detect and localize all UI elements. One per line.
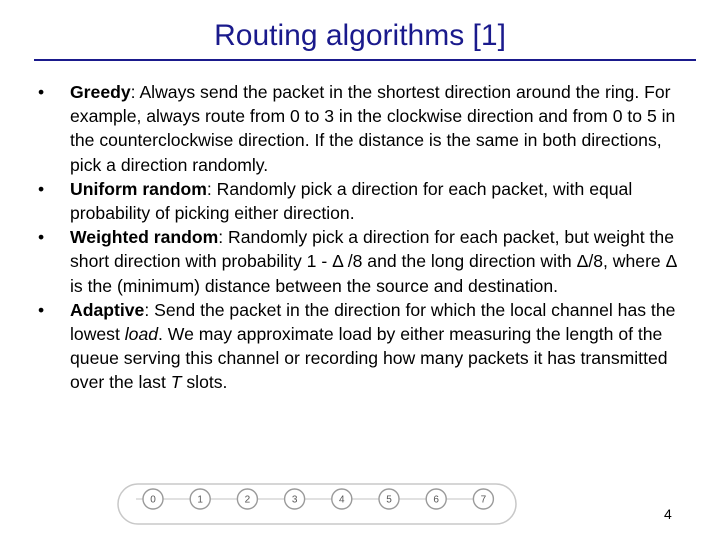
bullet-text: . We may approximate load by either measuring the length of the queue serving this channel or recording how many packets it has transmitted over the last [70,324,668,393]
ring-node-label: 4 [339,494,345,506]
bullet-text: : Send the packet in the direction for which the local channel has the lowest [70,299,676,345]
bullet-marker: • [38,178,45,199]
ring-node-label: 2 [244,494,251,506]
ring-diagram [112,480,522,530]
bullet-marker: • [38,82,45,102]
ring-track [118,484,516,524]
bullet-marker: • [38,227,45,248]
bullet-uniform-random [30,177,690,225]
ring-node-label: 5 [386,494,392,506]
bullet-term: Adaptive [70,299,145,320]
bullet-text: : Randomly pick a direction for each packet, with equal probability of picking either direction. [70,178,633,224]
bullet-text: slots. [181,372,228,393]
bullet-marker: • [38,299,45,320]
bullet-weighted-random [30,225,690,298]
bullet-text: : Always send the packet in the shortest direction around the ring. For example, always route from 0 to 3 in the clockwise direction and from 0 to 5 in the counterclockwise direction. If the distance is the same in both directions, pick a direction randomly. [70,82,676,175]
ring-node-label: 3 [291,494,298,506]
ring-node-label: 6 [433,494,439,506]
bullet-adaptive [30,298,690,395]
bullet-term: Uniform random [70,178,207,199]
title-divider [34,59,696,61]
bullet-emphasis-load: load [124,324,159,345]
page-number: 4 [664,506,672,522]
bullet-list [30,80,690,395]
ring-node-label: 0 [150,494,156,506]
bullet-emphasis-t: T [170,372,182,393]
bullet-term: Greedy [70,82,131,102]
ring-node-label: 7 [480,494,487,506]
slide-title: Routing algorithms [1] [214,19,506,52]
bullet-text: : Randomly pick a direction for each packet, but weight the short direction with probability 1 - Δ /8 and the long direction with Δ/8, where Δ is the (minimum) distance between the source and destination. [70,227,677,296]
bullet-term: Weighted random [70,227,219,248]
ring-node-label: 1 [197,494,203,506]
bullet-greedy [30,80,690,177]
